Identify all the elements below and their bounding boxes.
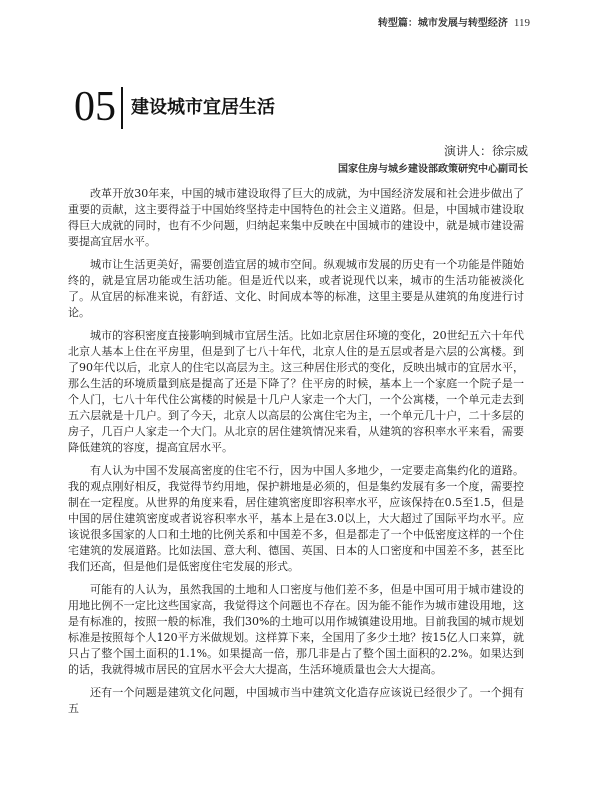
speaker-affiliation: 国家住房与城乡建设部政策研究中心副司长 <box>338 164 528 175</box>
paragraph: 还有一个问题是建筑文化问题，中国城市当中建筑文化造存应该说已经很少了。一个拥有五 <box>68 686 524 715</box>
speaker-line: 演讲人：徐宗威 <box>443 144 528 158</box>
article-body <box>68 186 524 724</box>
paragraph: 城市让生活更美好，需要创造宜居的城市空间。纵观城市发展的历史有一个功能是伴随始终的，就是宜居功能或生活功能。但是近代以来，或者说现代以来，城市的生活功能被淡化了。从宜居的标准来说，有舒适、文化、时间成本等的标准，这里主要是从建筑的角度进行讨论。 <box>68 258 524 319</box>
paragraph: 城市的容积密度直接影响到城市宜居生活。比如北京居住环境的变化，20世纪五六十年代北京人基本上住在平房里，但是到了七八十年代，北京人住的是五层或者是六层的公寓楼。到了90年代以后，北京人的住宅以高层为主。这三种居住形式的变化，反映出城市的宜居水平，那么生活的环境质量到底是提高了还是下降了？住平房的时候，基本上一个家庭一个院子是一个人门，七八十年代住公寓楼的时候是十几户人家走一个大门，一个公寓楼，一个单元走去到五六层就是十几户。到了今天，北京人以高层的公寓住宅为主，一个单元几十户，二十多层的房子，几百户人家走一个大门。从北京的居住建筑情况来看，从建筑的容积率水平来看，需要降低建筑的容度，提高宜居水平。 <box>68 329 524 454</box>
paragraph: 有人认为中国不发展高密度的住宅不行，因为中国人多地少，一定要走高集约化的道路。我的观点刚好相反，我觉得节约用地，保护耕地是必须的，但是集约发展有多一个度，需要控制在一定程度。从世界的角度来看，居住建筑密度即容积率水平，应该保持在0.5至1.5，但是中国的居住建筑密度或者说容积率水平，基本上是在3.0以上，大大超过了国际平均水平。应该说很多国家的人口和土地的比例关系和中国差不多，但是都走了一个中低密度这样的一个住宅建筑的发展道路。比如法国、意大利、德国、英国、日本的人口密度和中国差不多，甚至比我们还高，但是他们是低密度住宅发展的形式。 <box>68 464 524 573</box>
running-header <box>378 14 530 29</box>
page-number: 119 <box>513 17 530 29</box>
title-divider <box>121 87 123 129</box>
chapter-title: 建设城市宜居生活 <box>131 97 275 118</box>
chapter-number: 05 <box>74 84 116 130</box>
paragraph: 可能有的人认为，虽然我国的土地和人口密度与他们差不多，但是中国可用于城市建设的用地比例不一定比这些国家高，我觉得这个问题也不存在。因为能不能作为城市建设用地，这是有标准的，按照一般的标准，我们30%的土地可以用作城镇建设用地。目前我国的城市规划标准是按照每个人120平方米做规划。这样算下来，全国用了多少土地？按15亿人口来算，就只占了整个国土面积的1.1%。如果提高一倍，那几非是占了整个国土面积的2.2%。如果达到的话，我就得城市居民的宜居水平会大大提高，生活环境质量也会大大提高。 <box>68 583 524 676</box>
running-title: 转型篇：城市发展与转型经济 <box>377 18 508 29</box>
paragraph: 改革开放30年来，中国的城市建设取得了巨大的成就，为中国经济发展和社会进步做出了重要的贡献，这主要得益于中国始终坚持走中国特色的社会主义道路。但是，中国城市建设取得巨大成就的同时，也有不少问题，归纳起来集中反映在中国城市的建设中，就是城市建设需要提高宜居水平。 <box>68 187 524 248</box>
